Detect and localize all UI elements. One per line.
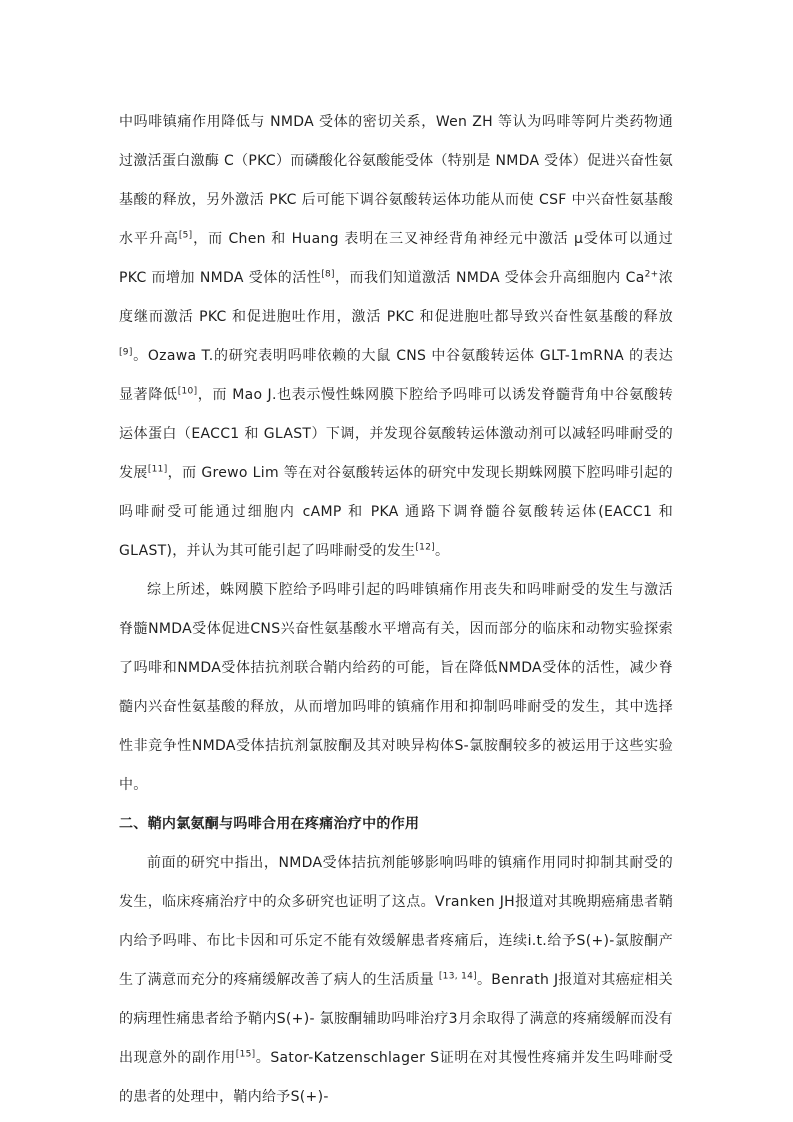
citation-superscript: [10] (177, 386, 198, 397)
citation-superscript: [9] (119, 347, 133, 358)
text-run: 。Benrath J报道对其癌症相关的病理性痛患者给予鞘内S(+)- 氯胺酮辅助吗啡治疗3月余取得了满意的疼痛缓解而没有出现意外的副作用 (119, 972, 673, 1066)
text-run: 。Ozawa T.的研究表明吗啡依赖的大鼠 CNS 中谷氨酸转运体 GLT-1mRNA 的表达显著降低 (119, 348, 673, 403)
text-run: 综上所述，蛛网膜下腔给予吗啡引起的吗啡镇痛作用丧失和吗啡耐受的发生与激活脊髓NMDA受体促进CNS兴奋性氨基酸水平增高有关，因而部分的临床和动物实验探索了吗啡和NMDA受体拮抗剂联合鞘内给药的可能，旨在降低NMDA受体的活性，减少脊髓内兴奋性氨基酸的释放，从而增加吗啡的镇痛作用和抑制吗啡耐受的发生，其中选择性非竞争性NMDA受体拮抗剂氯胺酮及其对映异构体S-氯胺酮较多的被运用于这些实验中。 (119, 582, 673, 793)
citation-superscript: [5] (178, 230, 193, 241)
text-run: 前面的研究中指出，NMDA受体拮抗剂能够影响吗啡的镇痛作用同时抑制其耐受的发生，临床疼痛治疗中的众多研究也证明了这点。Vranken JH报道对其晚期癌痛患者鞘内给予吗啡、布比卡因和可乐定不能有效缓解患者疼痛后，连续i.t.给予S(+)-氯胺酮产生了满意而充分的疼痛缓解改善了病人的生活质量 (119, 855, 673, 988)
citation-superscript: [8] (321, 269, 335, 280)
citation-superscript: [13, 14] (438, 971, 477, 982)
document-body (119, 103, 673, 1117)
citation-superscript: [15] (235, 1049, 256, 1060)
paragraph-summary (119, 571, 673, 805)
citation-superscript: [11] (147, 464, 168, 475)
text-run: ，而我们知道激活 NMDA 受体会升高细胞内 Ca (334, 270, 645, 286)
text-run: 二、鞘内氯氨酮与吗啡合用在疼痛治疗中的作用 (119, 816, 420, 832)
section-heading-2 (119, 805, 673, 844)
citation-superscript: [12] (415, 542, 436, 553)
text-run: 浓度继而激活 PKC 和促进胞吐作用，激活 PKC 和促进胞吐都导致兴奋性氨基酸的释放 (119, 270, 673, 325)
text-run: 中吗啡镇痛作用降低与 NMDA 受体的密切关系，Wen ZH 等认为吗啡等阿片类药物通过激活蛋白激酶 C（PKC）而磷酸化谷氨酸能受体（特别是 NMDA 受体）促进兴奋性氨基酸的释放，另外激活 PKC 后可能下调谷氨酸转运体功能从而使 CSF 中兴奋性氨基酸水平升高 (119, 114, 673, 247)
text-run: 。Sator-Katzenschlager S证明在对其慢性疼痛并发生吗啡耐受的患者的处理中，鞘内给予S(+)- (119, 1050, 673, 1105)
text-run: ，而 Mao J.也表示慢性蛛网膜下腔给予吗啡可以诱发脊髓背角中谷氨酸转运体蛋白（EACC1 和 GLAST）下调，并发现谷氨酸转运体激动剂可以减轻吗啡耐受的发展 (119, 387, 673, 481)
text-run: ，而 Grewo Lim 等在对谷氨酸转运体的研究中发现长期蛛网膜下腔吗啡引起的吗啡耐受可能通过细胞内 cAMP 和 PKA 通路下调脊髓谷氨酸转运体(EACC1 和 GLAST)，并认为其可能引起了吗啡耐受的发生 (119, 465, 673, 559)
paragraph-clinical-studies (119, 844, 673, 1117)
text-run: 。 (435, 543, 450, 559)
text-run: ，而 Chen 和 Huang 表明在三叉神经背角神经元中激活 μ受体可以通过 PKC 而增加 NMDA 受体的活性 (119, 231, 674, 286)
citation-superscript: 2+ (644, 269, 659, 280)
paragraph-continuation (119, 103, 673, 571)
